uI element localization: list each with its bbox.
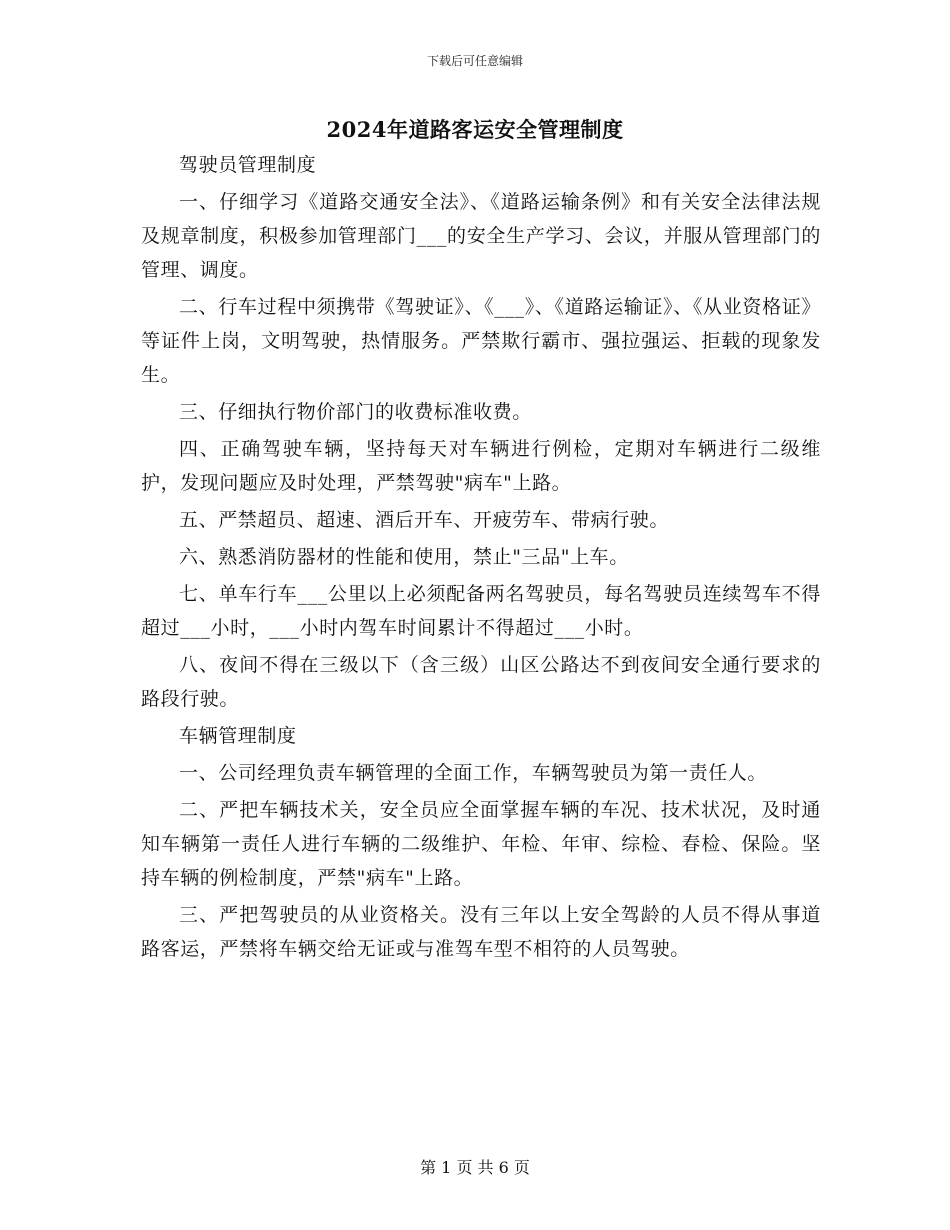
section-heading-vehicle-management: 车辆管理制度 xyxy=(179,725,297,747)
paragraph: 二、严把车辆技术关，安全员应全面掌握车辆的车况、技术状况，及时通知车辆第一责任人进行车辆的二级维护、年检、年审、综检、春检、保险。坚持车辆的例检制度，严禁"病车"上路。 xyxy=(141,799,821,889)
page-number: 第 1 页 共 6 页 xyxy=(420,1158,530,1177)
paragraph: 五、严禁超员、超速、酒后开车、开疲劳车、带病行驶。 xyxy=(179,509,670,531)
paragraph: 三、严把驾驶员的从业资格关。没有三年以上安全驾龄的人员不得从事道路客运，严禁将车辆交给无证或与准驾车型不相符的人员驾驶。 xyxy=(141,904,821,960)
paragraph: 一、公司经理负责车辆管理的全面工作，车辆驾驶员为第一责任人。 xyxy=(179,762,768,784)
paragraph: 三、仔细执行物价部门的收费标准收费。 xyxy=(179,401,532,423)
page-header-note: 下载后可任意编辑 xyxy=(426,54,523,68)
paragraph: 八、夜间不得在三级以下（含三级）山区公路达不到夜间安全通行要求的路段行驶。 xyxy=(141,654,821,710)
paragraph: 一、仔细学习《道路交通安全法》、《道路运输条例》和有关安全法律法规及规章制度，积极参加管理部门___的安全生产学习、会议，并服从管理部门的管理、调度。 xyxy=(141,191,821,281)
paragraph: 六、熟悉消防器材的性能和使用，禁止"三品"上车。 xyxy=(179,546,629,568)
paragraph: 七、单车行车___公里以上必须配备两名驾驶员，每名驾驶员连续驾车不得超过___小时，___小时内驾车时间累计不得超过___小时。 xyxy=(141,583,821,639)
document-title: 2024年道路客运安全管理制度 xyxy=(326,117,624,142)
document-body xyxy=(141,148,821,969)
paragraph: 二、行车过程中须携带《驾驶证》、《___》、《道路运输证》、《从业资格证》等证件上岗，文明驾驶，热情服务。严禁欺行霸市、强拉强运、拒载的现象发生。 xyxy=(141,296,821,386)
section-heading-driver-management: 驾驶员管理制度 xyxy=(179,154,317,176)
paragraph: 四、正确驾驶车辆，坚持每天对车辆进行例检，定期对车辆进行二级维护，发现问题应及时处理，严禁驾驶"病车"上路。 xyxy=(141,438,821,494)
